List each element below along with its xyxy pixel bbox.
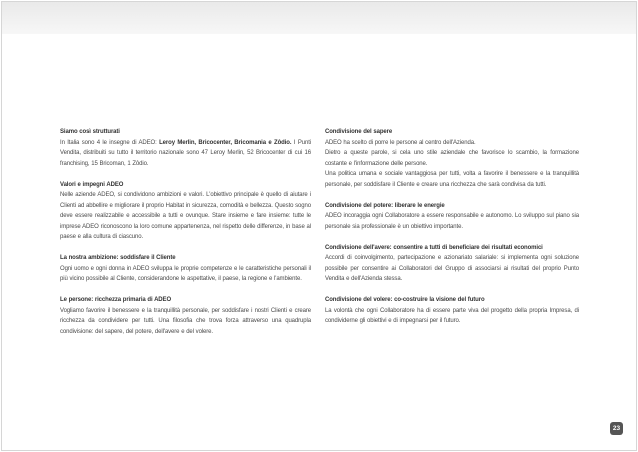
top-band: [2, 2, 636, 34]
paragraph-intro: In Italia sono 4 le insegne di ADEO:: [60, 139, 160, 146]
section-heading: Condivisione del sapere: [325, 129, 393, 135]
section-paragraph: Accordi di coinvolgimento, partecipazione e azionariato salariale: si implementa ogni soluzione possibile per consentire ai Collaboratori del Gruppo di associarsi ai risultati del proprio Punto Vendita e dell'Azienda stessa.: [325, 255, 579, 282]
right-column: [325, 127, 579, 337]
section-heading: Condivisione del potere: liberare le energie: [325, 202, 445, 209]
section-paragraph: Vogliamo favorire il benessere e la tranquillità personale, per soddisfare i nostri Clienti e creare ricchezza da condividere per tutti. Una filosofia che trova forza attraverso una quadrupla condivisione: del sapere, del potere, dell'avere e del volere.: [60, 307, 311, 335]
section-paragraph: Dietro a queste parole, si cela uno stile aziendale che favorisce lo scambio, la formazione costante e l'informazione delle persone.: [325, 150, 579, 167]
section-paragraph: Nelle aziende ADEO, si condividono ambizioni e valori. L'obiettivo principale è quello di aiutare i Clienti ad abbellire e migliorare il proprio Habitat in sicurezza, comodità e bellezza. Questo sogno deve essere realizzabile e accessibile a tutti e ovunque. Stare insieme e fare insieme: tutte le imprese ADEO riconoscono la loro comune appartenenza, nel rispetto delle differenze, in base al paese e alla cultura di ciascuno.: [60, 192, 311, 240]
page-number-badge: 23: [610, 422, 623, 435]
banner-names: Leroy Merlin, Bricocenter, Bricomania e Zôdio.: [159, 139, 292, 146]
section-people: [60, 295, 311, 337]
section-ambition: [60, 253, 311, 285]
section-heading: Valori e impegni ADEO: [60, 181, 124, 188]
paragraph-rest: I Punti Vendita, distribuiti su tutto il territorio nazionale sono 47 Leroy Merlin, 52 Bricocenter di cui 16 franchising, 15 Bricoman, 1 Zôdio.: [60, 139, 311, 167]
section-heading: La nostra ambizione: soddisfare il Cliente: [60, 255, 176, 261]
section-knowledge: [325, 127, 579, 190]
section-values: [60, 180, 311, 243]
left-column: [60, 127, 311, 348]
section-having: [325, 243, 579, 285]
section-heading: Condivisione del volere: co-costruire la visione del futuro: [325, 297, 485, 303]
section-paragraph: Ogni uomo e ogni donna in ADEO sviluppa le proprie competenze e le caratteristiche personali il più vicino possibile al Cliente, considerandone le aspettative, il paese, la regione e l'ambiente.: [60, 265, 311, 282]
section-will: [325, 295, 579, 327]
section-heading: Siamo così strutturati: [60, 129, 120, 135]
section-paragraph: ADEO ha scelto di porre le persone al centro dell'Azienda.: [325, 139, 476, 146]
section-heading: Condivisione dell'avere: consentire a tutti di beneficiare dei risultati economici: [325, 244, 543, 251]
section-paragraph: [60, 138, 311, 170]
section-paragraph: Una politica umana e sociale vantaggiosa per tutti, volta a favorire il benessere e la tranquillità personale, per soddisfare il Cliente e creare una ricchezza che sarà condivisa da tutti.: [325, 171, 579, 188]
section-heading: Le persone: ricchezza primaria di ADEO: [60, 297, 172, 303]
section-power: [325, 201, 579, 233]
section-paragraph: ADEO incoraggia ogni Collaboratore a essere responsabile e autonomo. Lo sviluppo sul piano sia personale sia professionale è un obiettivo importante.: [325, 213, 579, 230]
section-paragraph: La volontà che ogni Collaboratore ha di essere parte viva del progetto della propria Impresa, di condividerne gli obiettivi e di impegnarsi per il futuro.: [325, 307, 579, 324]
section-structure: [60, 127, 311, 169]
